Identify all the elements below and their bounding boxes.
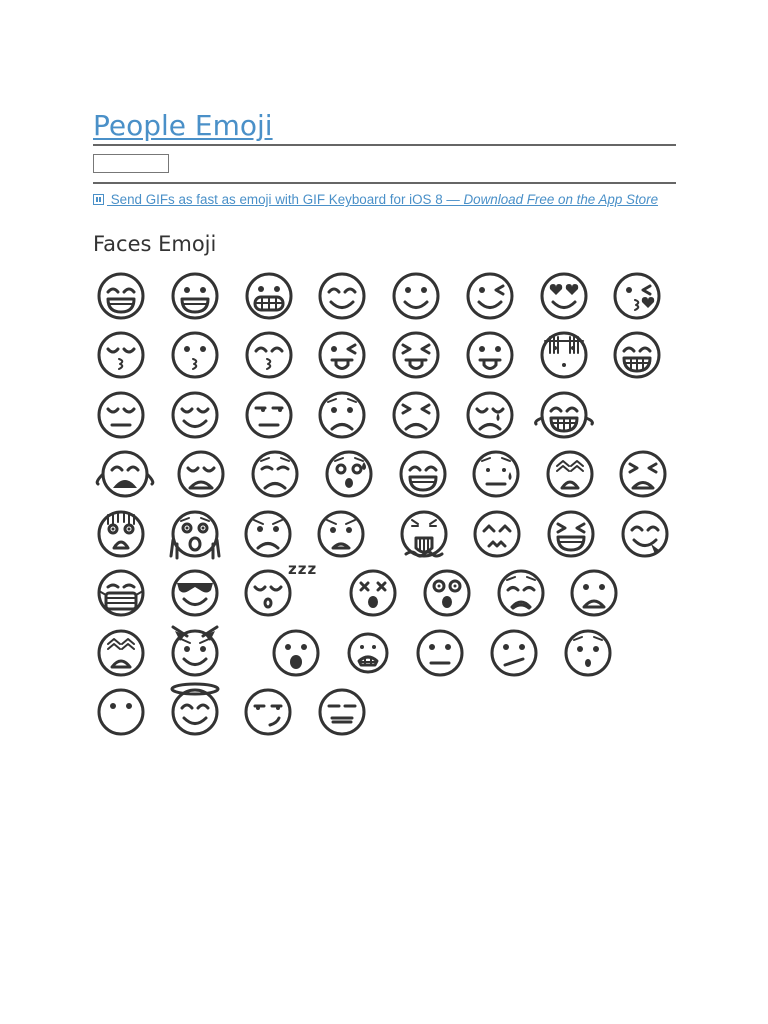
face-with-tears-of-joy-icon[interactable] <box>538 389 590 441</box>
disappointed-relieved-face-icon[interactable] <box>464 389 516 441</box>
app-store-link[interactable]: Download Free on the App Store <box>463 192 659 207</box>
persevering-face-glyph <box>390 389 442 441</box>
grimacing-face-icon[interactable] <box>243 270 295 322</box>
smiling-face-with-sunglasses-glyph <box>169 567 221 619</box>
crying-face-icon[interactable] <box>495 567 547 619</box>
relieved-face-icon[interactable] <box>95 389 147 441</box>
frowning-face-glyph <box>568 567 620 619</box>
confused-mouth-face-glyph <box>488 627 540 679</box>
confused-face-icon[interactable] <box>471 508 523 560</box>
expressionless-face-icon[interactable] <box>316 686 368 738</box>
heart-eyes-face-icon[interactable] <box>538 270 590 322</box>
smiling-face-with-sunglasses-icon[interactable] <box>169 567 221 619</box>
unamused-face-icon[interactable] <box>243 389 295 441</box>
smiling-face-closed-eyes-glyph <box>169 389 221 441</box>
face-without-mouth-icon[interactable] <box>95 686 147 738</box>
hushed-face-glyph <box>421 567 473 619</box>
grinning-face-glyph <box>169 270 221 322</box>
flushed-face-glyph <box>538 329 590 381</box>
expressionless-face-glyph <box>316 686 368 738</box>
sleepy-face-icon[interactable] <box>175 448 227 500</box>
hushed-face-icon[interactable] <box>421 567 473 619</box>
yum-face-glyph <box>619 508 671 560</box>
astonished-face-glyph <box>169 508 221 560</box>
worried-face-icon[interactable] <box>316 389 368 441</box>
winking-face-with-tongue-glyph <box>316 329 368 381</box>
squinting-face-with-tongue-icon[interactable] <box>390 329 442 381</box>
astonished-face-icon[interactable] <box>169 508 221 560</box>
loudly-crying-face-icon[interactable] <box>99 448 151 500</box>
loudly-crying-face-glyph <box>99 448 151 500</box>
squinting-face-with-tongue-glyph <box>390 329 442 381</box>
nauseated-face-glyph <box>398 508 450 560</box>
smirking-face-icon[interactable] <box>242 686 294 738</box>
face-screaming-in-fear-icon[interactable] <box>95 508 147 560</box>
weary-face-icon[interactable] <box>544 448 596 500</box>
winking-face-with-tongue-icon[interactable] <box>316 329 368 381</box>
face-screaming-in-fear-glyph <box>95 508 147 560</box>
yum-face-icon[interactable] <box>619 508 671 560</box>
smiling-face-with-halo-icon[interactable] <box>169 686 221 738</box>
kissing-face-with-smiling-eyes-glyph <box>243 329 295 381</box>
face-with-tongue-glyph <box>464 329 516 381</box>
smiling-face-with-smiling-eyes-glyph <box>316 270 368 322</box>
slightly-smiling-face-glyph <box>390 270 442 322</box>
zzz-text: zzz <box>288 560 318 578</box>
kissing-face-with-smiling-eyes-icon[interactable] <box>243 329 295 381</box>
kissing-face-with-closed-eyes-glyph <box>95 329 147 381</box>
angry-face-glyph <box>242 508 294 560</box>
disappointed-face-icon[interactable] <box>249 448 301 500</box>
grinning-squinting-teeth-face-icon[interactable] <box>611 329 663 381</box>
tired-face-icon[interactable] <box>95 627 147 679</box>
open-mouth-face-glyph <box>270 627 322 679</box>
smiling-face-with-halo-glyph <box>169 686 221 738</box>
open-mouth-face-icon[interactable] <box>270 627 322 679</box>
confused-face-glyph <box>471 508 523 560</box>
persevering-face-icon[interactable] <box>390 389 442 441</box>
unamused-face-glyph <box>243 389 295 441</box>
face-with-tears-of-joy-glyph <box>538 389 590 441</box>
confounded-face-glyph <box>617 448 669 500</box>
face-blowing-kiss-glyph <box>611 270 663 322</box>
dizzy-face-icon[interactable] <box>347 567 399 619</box>
promo-text: Send GIFs as fast as emoji with GIF Keyboard for iOS 8 — <box>107 192 464 207</box>
confounded-face-icon[interactable] <box>617 448 669 500</box>
anxious-face-with-sweat-icon[interactable] <box>323 448 375 500</box>
page-title[interactable]: People Emoji <box>93 109 273 142</box>
pouting-face-icon[interactable] <box>315 508 367 560</box>
relieved-face-glyph <box>95 389 147 441</box>
grinning-face-with-smiling-eyes-glyph <box>95 270 147 322</box>
anxious-face-with-sweat-glyph <box>323 448 375 500</box>
smirking-face-glyph <box>242 686 294 738</box>
pouting-face-glyph <box>315 508 367 560</box>
angry-face-icon[interactable] <box>242 508 294 560</box>
confused-mouth-face-icon[interactable] <box>488 627 540 679</box>
nauseated-face-icon[interactable] <box>398 508 450 560</box>
weary-face-glyph <box>544 448 596 500</box>
face-with-cold-sweat-icon[interactable] <box>470 448 522 500</box>
face-blowing-kiss-icon[interactable] <box>611 270 663 322</box>
dizzy-face-glyph <box>347 567 399 619</box>
worried-face-glyph <box>316 389 368 441</box>
grinning-face-with-sweat-icon[interactable] <box>397 448 449 500</box>
kissing-face-glyph <box>169 329 221 381</box>
face-without-mouth-glyph <box>95 686 147 738</box>
laughing-face-icon[interactable] <box>545 508 597 560</box>
grimacing-small-face-icon[interactable] <box>342 627 394 679</box>
grinning-squinting-teeth-face-glyph <box>611 329 663 381</box>
grimacing-face-glyph <box>243 270 295 322</box>
smiling-face-with-smiling-eyes-icon[interactable] <box>316 270 368 322</box>
slightly-smiling-face-icon[interactable] <box>390 270 442 322</box>
heart-eyes-face-glyph <box>538 270 590 322</box>
neutral-face-icon[interactable] <box>414 627 466 679</box>
smiling-imp-face-icon[interactable] <box>169 627 221 679</box>
smiling-face-closed-eyes-icon[interactable] <box>169 389 221 441</box>
grinning-face-with-sweat-glyph <box>397 448 449 500</box>
winking-face-icon[interactable] <box>464 270 516 322</box>
sleeping-face-icon[interactable] <box>242 567 294 619</box>
face-with-tongue-icon[interactable] <box>464 329 516 381</box>
surprised-face-glyph <box>562 627 614 679</box>
grinning-face-with-smiling-eyes-icon[interactable] <box>95 270 147 322</box>
disappointed-face-glyph <box>249 448 301 500</box>
kissing-face-with-closed-eyes-icon[interactable] <box>95 329 147 381</box>
surprised-face-icon[interactable] <box>562 627 614 679</box>
section-heading: Faces Emoji <box>93 232 217 256</box>
frowning-face-icon[interactable] <box>568 567 620 619</box>
face-with-cold-sweat-glyph <box>470 448 522 500</box>
face-with-medical-mask-glyph <box>95 567 147 619</box>
disappointed-relieved-face-glyph <box>464 389 516 441</box>
flushed-face-icon[interactable] <box>538 329 590 381</box>
face-with-medical-mask-icon[interactable] <box>95 567 147 619</box>
neutral-face-glyph <box>414 627 466 679</box>
smiling-imp-face-glyph <box>169 627 221 679</box>
grimacing-small-face-glyph <box>342 627 394 679</box>
crying-face-glyph <box>495 567 547 619</box>
sleepy-face-glyph <box>175 448 227 500</box>
kissing-face-icon[interactable] <box>169 329 221 381</box>
grinning-face-icon[interactable] <box>169 270 221 322</box>
laughing-face-glyph <box>545 508 597 560</box>
tired-face-glyph <box>95 627 147 679</box>
winking-face-glyph <box>464 270 516 322</box>
sleeping-face-glyph <box>242 567 294 619</box>
